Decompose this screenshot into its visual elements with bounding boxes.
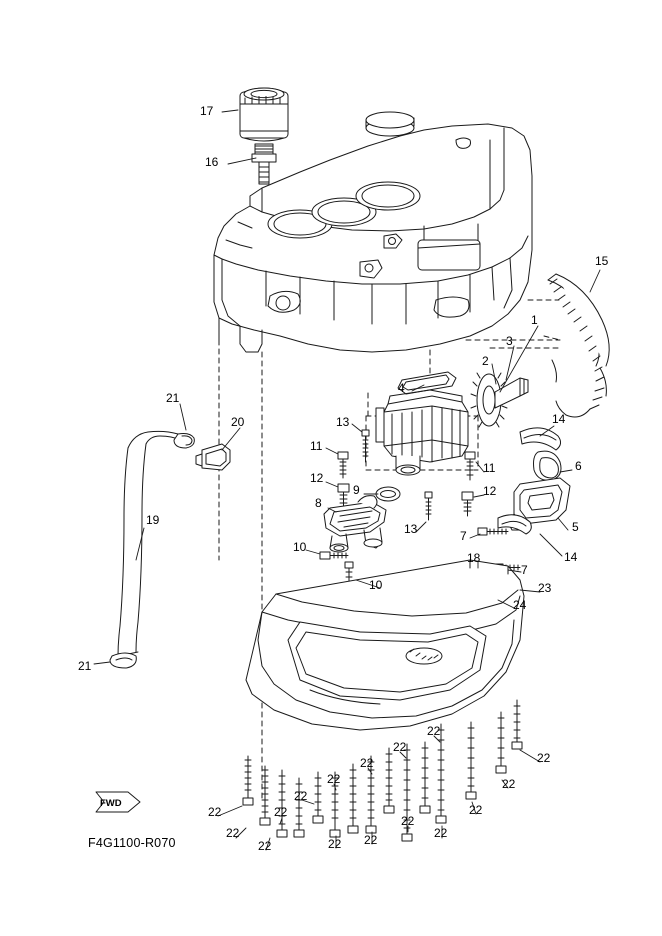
callout-18: 18 xyxy=(467,551,481,565)
callout-22-b: 22 xyxy=(393,740,407,754)
part-oil-strainer xyxy=(324,496,386,552)
callout-22-o: 22 xyxy=(328,837,342,851)
callout-22-k: 22 xyxy=(401,814,415,828)
callout-7-left: 7 xyxy=(460,529,467,543)
part-breather-hose xyxy=(118,431,180,656)
part-pump-bolt-13-right xyxy=(425,492,432,520)
callout-15: 15 xyxy=(595,254,609,268)
callout-21-upper: 21 xyxy=(166,391,180,405)
callout-9: 9 xyxy=(353,483,360,497)
callout-16: 16 xyxy=(205,155,219,169)
callout-22-n: 22 xyxy=(364,833,378,847)
part-timing-chain xyxy=(548,274,609,417)
callout-2: 2 xyxy=(482,354,489,368)
part-filter-union-bolt xyxy=(252,144,276,184)
part-bolt-10-left xyxy=(320,552,348,559)
part-bearing-14-upper xyxy=(520,428,561,450)
part-bolt-12-right xyxy=(462,492,473,516)
part-bolt-12-left xyxy=(338,484,349,508)
callout-22-c: 22 xyxy=(537,751,551,765)
part-oil-pump-sprocket xyxy=(471,373,528,427)
callout-4: 4 xyxy=(398,381,405,395)
callout-5: 5 xyxy=(572,520,579,534)
callout-11-right: 11 xyxy=(483,461,496,475)
callout-22-i: 22 xyxy=(469,803,483,817)
part-pump-bolt-13-left xyxy=(362,430,369,462)
callout-10-right: 10 xyxy=(369,578,383,592)
callout-11-left: 11 xyxy=(310,439,323,453)
callout-22-f: 22 xyxy=(502,777,516,791)
part-bolt-11-right xyxy=(465,452,475,480)
diagram-part-number: F4G1100-R070 xyxy=(88,836,176,850)
callout-1: 1 xyxy=(531,313,538,327)
callout-12-right: 12 xyxy=(483,484,497,498)
callout-22-j: 22 xyxy=(274,805,288,819)
callout-7-right: 7 xyxy=(521,563,528,577)
callout-22-a: 22 xyxy=(427,724,441,738)
callout-22-g: 22 xyxy=(294,789,308,803)
part-hose-clamp-21-lower xyxy=(110,653,136,668)
callout-22-e: 22 xyxy=(327,772,341,786)
callout-10-left: 10 xyxy=(293,540,307,554)
callout-22-h: 22 xyxy=(208,805,222,819)
callout-13-left: 13 xyxy=(336,415,350,429)
fwd-direction-label: FWD xyxy=(100,798,122,809)
callout-13-right: 13 xyxy=(404,522,418,536)
callout-21-lower: 21 xyxy=(78,659,92,673)
callout-22-m: 22 xyxy=(226,826,240,840)
part-seal-6 xyxy=(534,451,562,480)
callout-23: 23 xyxy=(538,581,552,595)
callout-17: 17 xyxy=(200,104,214,118)
part-bolt-7-left xyxy=(478,528,508,535)
callout-6: 6 xyxy=(575,459,582,473)
part-oil-pump-body xyxy=(376,390,468,475)
callout-3: 3 xyxy=(506,334,513,348)
callout-20: 20 xyxy=(231,415,245,429)
part-bolt-11-left xyxy=(338,452,348,478)
part-oil-pan xyxy=(246,560,527,730)
callout-12-left: 12 xyxy=(310,471,324,485)
part-o-ring-9 xyxy=(376,487,400,501)
callout-19: 19 xyxy=(146,513,160,527)
part-oil-filter xyxy=(240,88,288,141)
callout-22-l: 22 xyxy=(434,826,448,840)
callout-8: 8 xyxy=(315,496,322,510)
part-breather-fitting-20 xyxy=(196,444,230,470)
callout-22-d: 22 xyxy=(360,756,374,770)
callout-14-lower: 14 xyxy=(564,550,578,564)
part-hose-clamp-21-upper xyxy=(174,434,194,449)
callout-24: 24 xyxy=(513,598,527,612)
callout-14-upper: 14 xyxy=(552,412,566,426)
callout-22-p: 22 xyxy=(258,839,272,853)
